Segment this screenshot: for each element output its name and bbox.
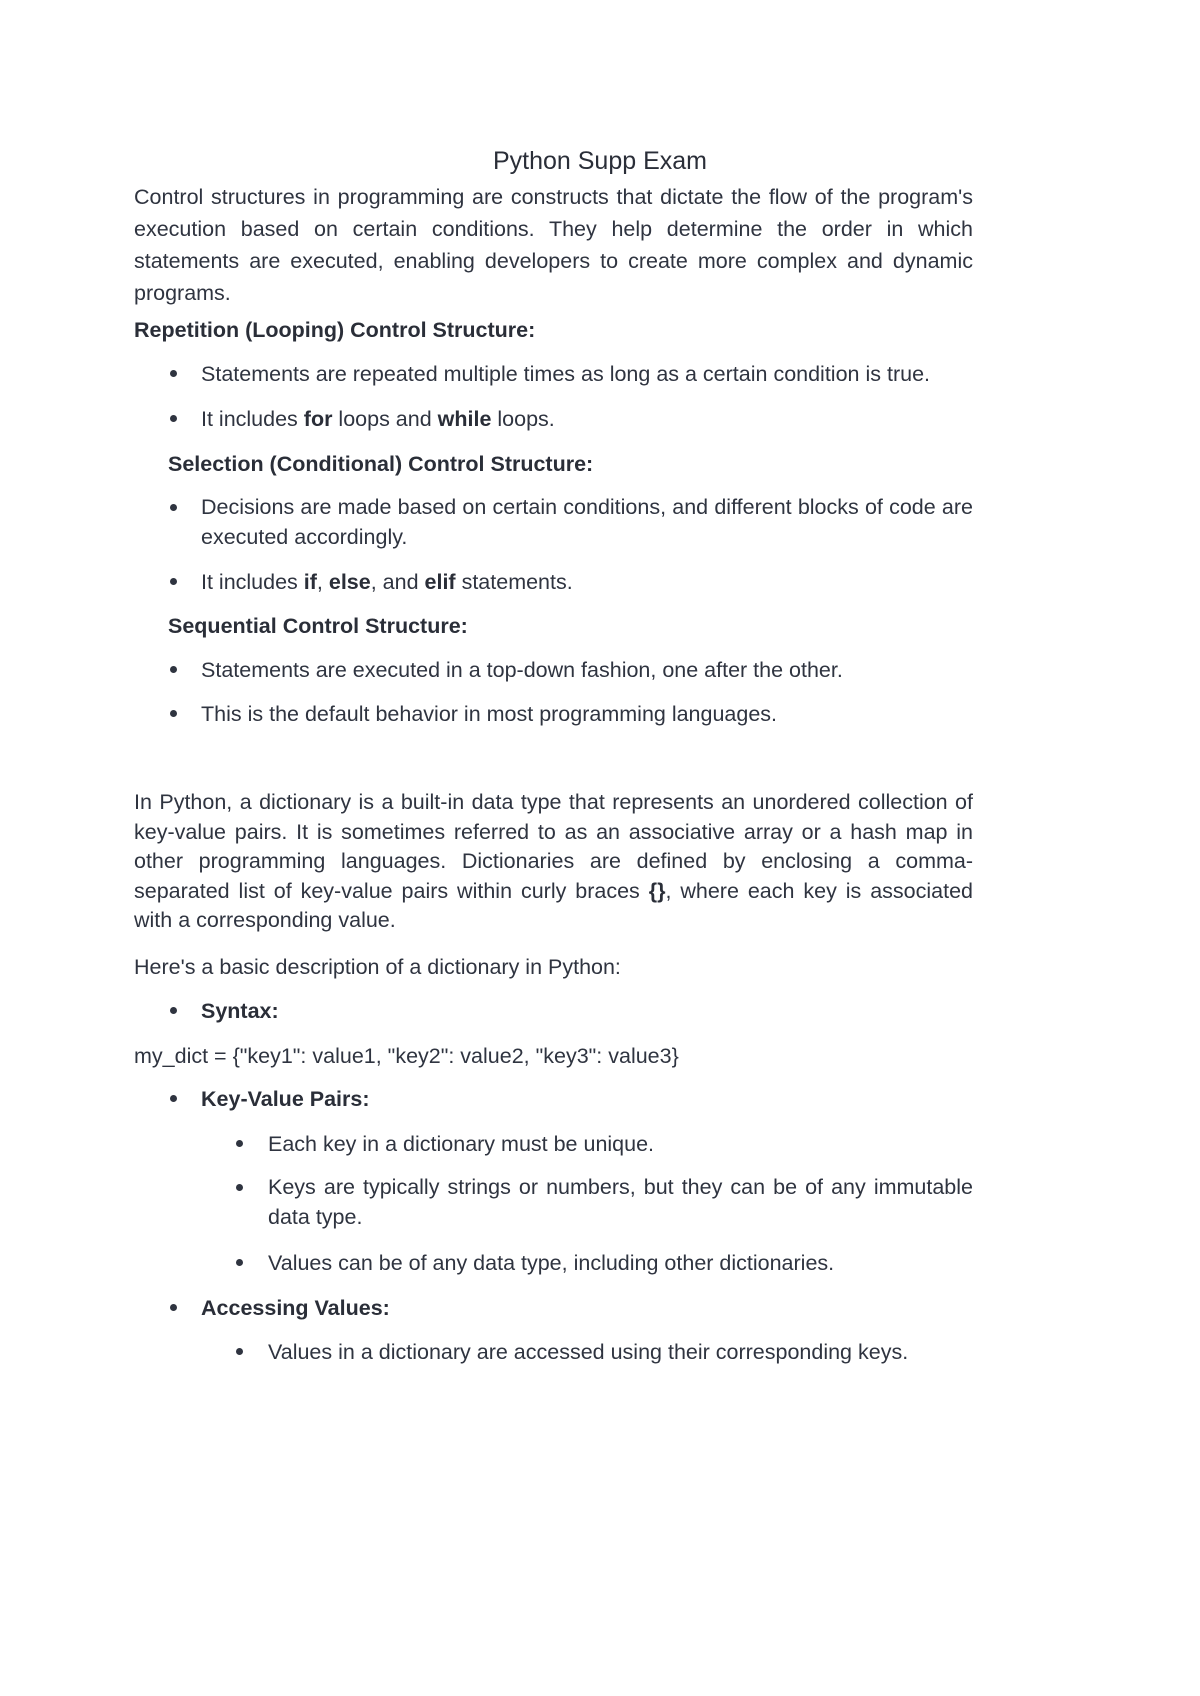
keyword-if: if [303, 570, 317, 594]
keyword-for: for [303, 407, 333, 431]
bullet-icon [170, 666, 177, 673]
selection-item-1: Decisions are made based on certain conditions, and different blocks of code are executed accordingly. [201, 495, 973, 549]
bullet-icon [236, 1184, 243, 1191]
item-text: loops. [491, 407, 555, 431]
bullet-icon [236, 1259, 243, 1266]
paragraph-text: In Python, a dictionary is a built-in data type that represents an unordered collection of key-value pairs. It is sometimes referred to as an associative array or a hash map in other programming languages. Dictionaries are defined by enclosing a comma-separated list of key-value pairs within curly braces [134, 790, 973, 903]
syntax-code: my_dict = {"key1": value1, "key2": value2, "key3": value3} [134, 1044, 679, 1068]
item-text: It includes [201, 407, 304, 431]
item-text: It includes [201, 570, 304, 594]
bullet-icon [170, 504, 177, 511]
dictionary-paragraph [134, 788, 973, 936]
bullet-icon [170, 370, 177, 377]
sequential-item-2: This is the default behavior in most programming languages. [201, 702, 778, 726]
access-label: Accessing Values: [201, 1296, 390, 1320]
intro-paragraph: Control structures in programming are constructs that dictate the flow of the program's execution based on certain conditions. They help determine the order in which statements are executed, enabling developers to create more complex and dynamic programs. [134, 185, 973, 305]
kv-item: Values can be of any data type, including other dictionaries. [268, 1251, 835, 1275]
kv-label: Key-Value Pairs: [201, 1087, 370, 1111]
bullet-icon [236, 1348, 243, 1355]
kv-item: Each key in a dictionary must be unique. [268, 1132, 655, 1156]
item-text: statements. [455, 570, 573, 594]
item-text: , and [370, 570, 425, 594]
bullet-icon [170, 578, 177, 585]
access-item: Values in a dictionary are accessed using their corresponding keys. [268, 1340, 909, 1364]
sequential-heading: Sequential Control Structure: [168, 614, 468, 638]
syntax-label: Syntax: [201, 999, 279, 1023]
paragraph-text: , where each key is associated with a corresponding value. [134, 878, 973, 932]
bullet-icon [170, 1304, 177, 1311]
bullet-icon [170, 1095, 177, 1102]
kv-item: Keys are typically strings or numbers, but they can be of any immutable data type. [268, 1175, 973, 1229]
keyword-while: while [437, 407, 492, 431]
bullet-icon [236, 1140, 243, 1147]
repetition-item-2 [201, 403, 973, 435]
selection-item-2 [201, 566, 973, 598]
sequential-item-1: Statements are executed in a top-down fashion, one after the other. [201, 658, 843, 682]
repetition-item-1: Statements are repeated multiple times as long as a certain condition is true. [201, 362, 930, 386]
curly-braces: {} [648, 878, 666, 903]
keyword-else: else [328, 570, 371, 594]
bullet-icon [170, 710, 177, 717]
dictionary-intro: Here's a basic description of a dictionary in Python: [134, 955, 621, 979]
item-text: , [316, 570, 329, 594]
selection-heading: Selection (Conditional) Control Structure: [168, 452, 594, 476]
page-title: Python Supp Exam [492, 147, 707, 175]
bullet-icon [170, 1007, 177, 1014]
keyword-elif: elif [424, 570, 456, 594]
item-text: loops and [332, 407, 438, 431]
bullet-icon [170, 415, 177, 422]
repetition-heading: Repetition (Looping) Control Structure: [134, 318, 536, 342]
